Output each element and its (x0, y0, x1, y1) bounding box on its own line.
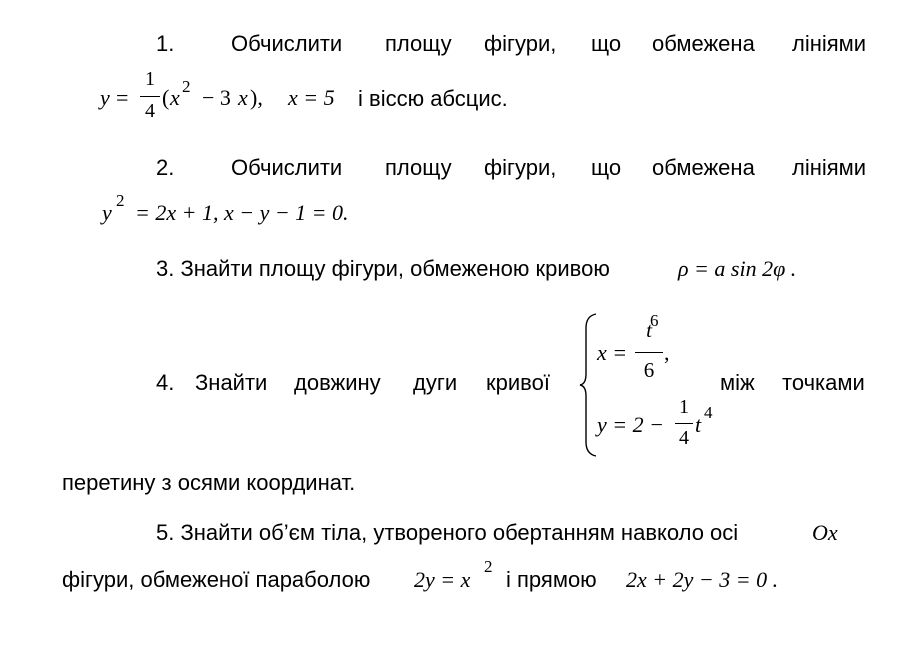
problem-5-line-1: 5. Знайти об’єм тіла, утвореного обертанням навколо осі (156, 520, 739, 545)
var-y: y (100, 85, 110, 110)
exponent: 2 (182, 77, 191, 96)
problem-1-word: фігури, (484, 31, 557, 56)
problem-2-word: обмежена (652, 155, 755, 180)
problem-5-line-2: фігури, обмеженої параболою (62, 567, 371, 592)
paren-close: ), (250, 85, 263, 110)
problem-5-connector: і прямою (506, 567, 597, 592)
line-equation: 2x + 2y − 3 = 0 . (626, 567, 779, 592)
problem-4-word: кривої (486, 370, 550, 395)
fraction-denominator: 4 (145, 100, 155, 122)
exponent: 4 (704, 403, 713, 422)
problem-4-word: між (720, 370, 755, 395)
problem-4-word: точками (782, 370, 865, 395)
problem-4-tail: перетину з осями координат. (62, 470, 356, 495)
fraction-bar (635, 352, 663, 353)
fraction-numerator: 1 (145, 68, 155, 90)
problem-2-word: Обчислити (231, 155, 343, 180)
problem-3-text: 3. Знайти площу фігури, обмеженою кривою (156, 256, 610, 281)
parabola-equation: 2y = x (414, 567, 471, 592)
equation-x-equals-5: x = 5 (288, 85, 335, 110)
problem-1-word: площу (385, 31, 452, 56)
system-y-lhs: y = 2 − (597, 412, 664, 437)
fraction-numerator: t (646, 318, 652, 342)
fraction-bar (140, 96, 160, 97)
problem-4-word: Знайти (195, 370, 268, 395)
paren-open: ( (162, 85, 170, 110)
problem-4-word: дуги (413, 370, 458, 395)
problem-2-word: фігури, (484, 155, 557, 180)
equals-sign: = (116, 85, 129, 110)
problem-1-word: Обчислити (231, 31, 343, 56)
var-t: t (695, 412, 702, 437)
comma: , (664, 340, 670, 365)
equation-lines: = 2x + 1, x − y − 1 = 0. (135, 200, 349, 225)
problem-1-number: 1. (156, 31, 175, 56)
problem-3-formula: ρ = a sin 2φ . (678, 256, 797, 281)
problem-2-word: що (591, 155, 622, 180)
exponent: 2 (116, 191, 125, 210)
var-y: y (102, 200, 112, 225)
expression-part: − 3 (202, 85, 231, 110)
axis-ox: Ox (812, 520, 838, 545)
problem-2-word: лініями (792, 155, 867, 180)
fraction-denominator: 6 (643, 358, 655, 382)
problem-1-tail: і віссю абсцис. (358, 86, 508, 111)
fraction-numerator: 1 (679, 396, 689, 418)
problem-1-word: що (591, 31, 622, 56)
problem-4-word: довжину (294, 370, 381, 395)
exponent: 2 (484, 557, 493, 576)
problem-2-number: 2. (156, 155, 175, 180)
fraction-denominator: 4 (679, 427, 689, 449)
problem-4-number: 4. (156, 370, 175, 395)
system-x-lhs: x = (597, 340, 628, 365)
problem-1-word: лініями (792, 31, 867, 56)
exponent: 6 (650, 311, 659, 330)
problem-2-word: площу (385, 155, 452, 180)
problem-1-word: обмежена (652, 31, 755, 56)
var-x: x (238, 85, 248, 110)
fraction-bar (675, 423, 693, 424)
var-x: x (170, 85, 180, 110)
